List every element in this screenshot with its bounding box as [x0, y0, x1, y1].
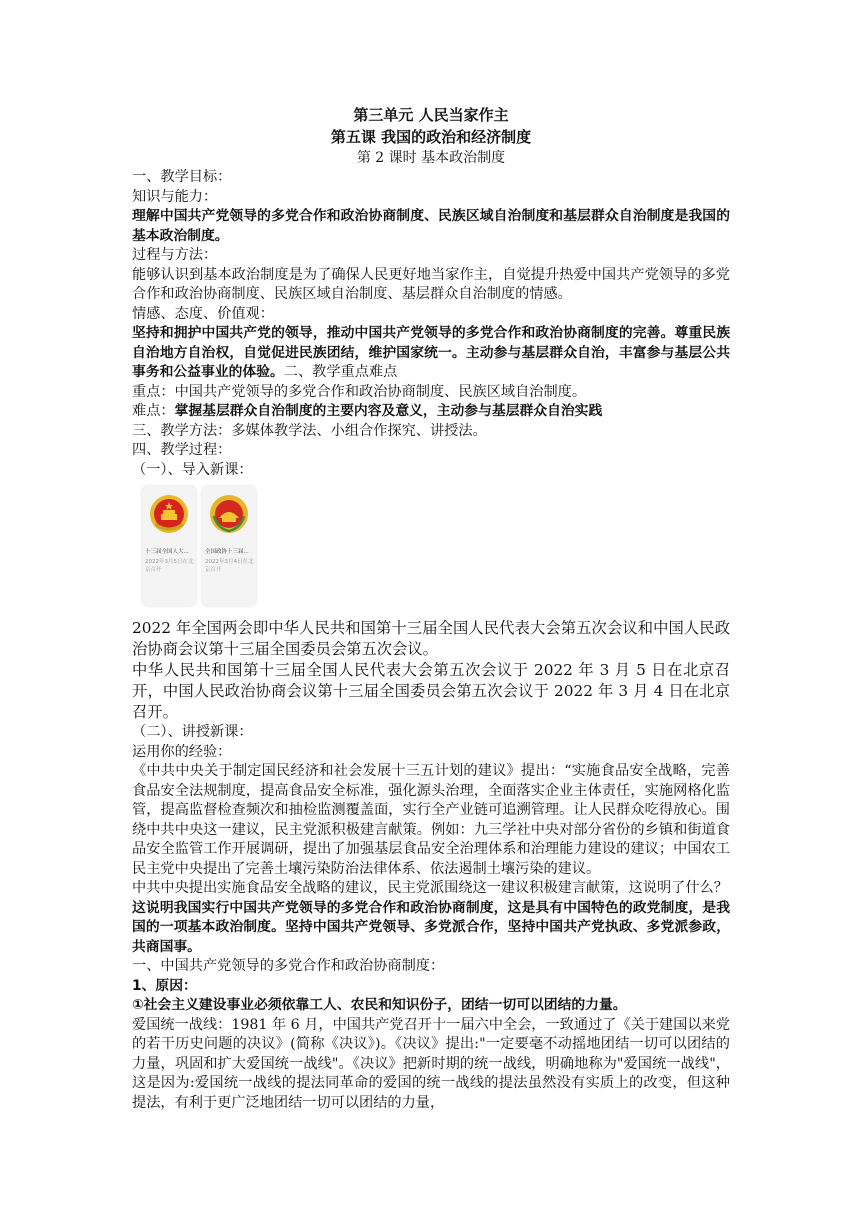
keypoints-heading: 二、教学重点难点	[283, 364, 398, 380]
values-paragraph	[132, 324, 730, 383]
focus-text: 中国共产党领导的多党合作和政治协商制度、民族区域自治制度。	[174, 383, 587, 400]
reason-1-text: ①社会主义建设事业必须依靠工人、农民和知识份子，团结一切可以团结的力量。	[132, 997, 627, 1013]
cppcc-date: 2022年3月4日在北京召开	[205, 559, 254, 573]
body-paragraph-3: 《中共中央关于制定国民经济和社会发展十三五计划的建议》提出：“实施食品安全战略，完善食品安全法规制度，提高食品安全标准，强化源头治理，全面落实企业主体责任，实施网格化监管，提高监督检查频次和抽检监测覆盖面，实行全产业链可追溯管理。让人民群众吃得放心。围绕中共中央这一建议，民主党派积极建言献策。例如：九三学社中央对部分省份的乡镇和街道食品安全监管工作开展调研，提出了加强基层食品安全治理体系和治理能力建设的建议；中国农工民主党中央提出了完善土壤污染防治法律体系、依法遏制土壤污染的建议。	[132, 763, 730, 877]
period-title: 第 2 课时 基本政治制度	[356, 150, 506, 166]
process-text: 能够认识到基本政治制度是为了确保人民更好地当家作主，自觉提升热爱中国共产党领导的多党合作和政治协商制度、民族区域自治制度、基层群众自治制度的情感。	[132, 266, 730, 302]
knowledge-text: 理解中国共产党领导的多党合作和政治协商制度、民族区域自治制度和基层群众自治制度是我国的基本政治制度。	[132, 208, 730, 244]
values-text: 坚持和拥护中国共产党的领导，推动中国共产党领导的多党合作和政治协商制度的完善。尊重民族自治地方自治权，自觉促进民族团结，维护国家统一。主动参与基层群众自治，丰富参与基层公共事务和公益事业的体验。	[132, 325, 730, 380]
difficulty-label: 难点：	[132, 403, 175, 419]
body-paragraph-1: 2022 年全国两会即中华人民共和国第十三届全国人民代表大会第五次会议和中国人民政治协商会议第十三届全国委员会第五次会议。	[132, 619, 730, 658]
answer-text: 这说明我国实行中国共产党领导的多党合作和政治协商制度，这是具有中国特色的政党制度，是我国的一项基本政治制度。坚持中国共产党领导、多党派合作，坚持中国共产党执政、多党派参政，共商国事。	[132, 899, 730, 955]
national-emblem-icon	[149, 494, 189, 534]
npc-image-card	[142, 486, 196, 606]
focus-line	[132, 383, 730, 403]
npc-date: 2022年3月5日在北京召开	[145, 559, 194, 573]
question-text: 中共中央提出实施食品安全战略的建议，民主党派围绕这一建议积极建言献策，这说明了什么？	[132, 880, 728, 896]
npc-caption: 十三届全国人大...	[145, 549, 189, 555]
cppcc-image-card	[202, 486, 256, 606]
difficulty-text: 掌握基层群众自治制度的主要内容及意义，主动参与基层群众自治实践	[174, 403, 603, 419]
reason-heading: 1、原因：	[132, 977, 197, 994]
process-heading: 四、教学过程：	[132, 442, 232, 458]
new-lesson-heading: （二）、讲授新课：	[132, 724, 253, 740]
experience-label: 运用你的经验：	[132, 743, 232, 760]
intro-heading: （一）、导入新课：	[132, 461, 253, 478]
unit-title: 第三单元 人民当家作主	[353, 106, 509, 124]
values-label: 情感、态度、价值观：	[132, 305, 274, 322]
focus-label: 重点：	[132, 383, 175, 400]
image-row	[132, 480, 730, 618]
cppcc-caption: 全国政协十三届...	[205, 549, 249, 555]
lesson-title: 第五课 我国的政治和经济制度	[330, 128, 532, 146]
process-label: 过程与方法：	[132, 247, 218, 263]
cppcc-emblem-icon	[209, 494, 249, 534]
methods-line: 三、教学方法：多媒体教学法、小组合作探究、讲授法。	[132, 422, 487, 439]
section-1-heading: 一、中国共产党领导的多党合作和政治协商制度：	[132, 958, 445, 974]
objectives-heading: 一、教学目标：	[132, 169, 232, 185]
difficulty-line	[132, 402, 730, 422]
knowledge-label: 知识与能力：	[132, 188, 218, 205]
document-page	[132, 104, 730, 1113]
body-paragraph-2: 中华人民共和国第十三届全国人民代表大会第五次会议于 2022 年 3 月 5 日在北京召开，中国人民政治协商会议第十三届全国委员会第五次会议于 2022 年 3 月 4 日在北京召开。	[132, 661, 730, 721]
body-paragraph-4: 爱国统一战线：1981 年 6 月，中国共产党召开十一届六中全会，一致通过了《关于建国以来党的若干历史问题的决议》(简称《决议》)。《决议》提出:"一定要毫不动摇地团结一切可以团结的力量，巩固和扩大爱国统一战线"。《决议》把新时期的统一战线，明确地称为"爱国统一战线"，这是因为:爱国统一战线的提法同革命的爱国的统一战线的提法虽然没有实质上的改变，但这种提法，有利于更广泛地团结一切可以团结的力量，	[132, 1016, 730, 1111]
